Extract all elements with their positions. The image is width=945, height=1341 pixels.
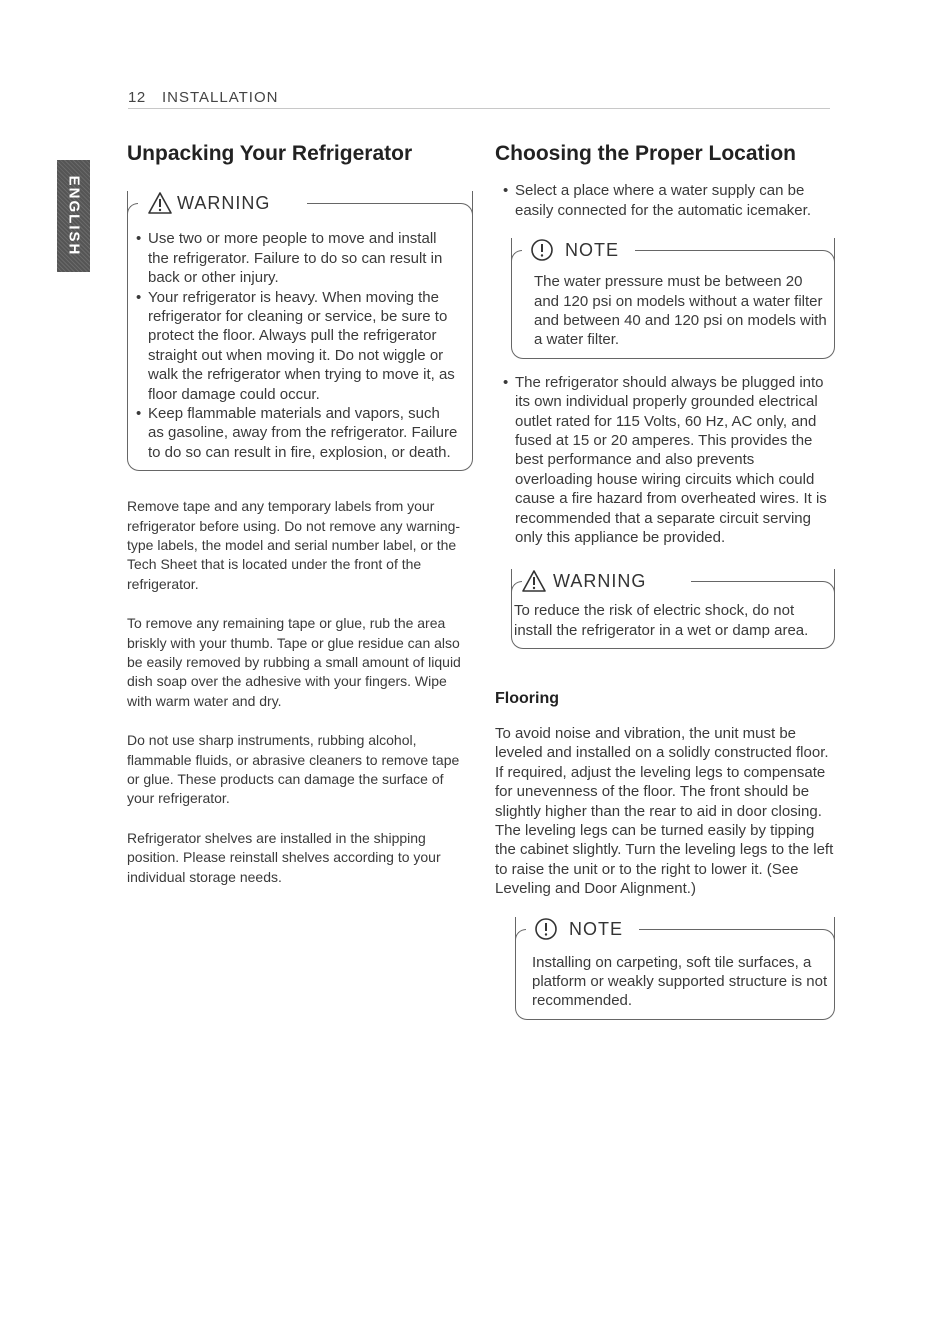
page-header xyxy=(128,88,830,109)
warning-text: To reduce the risk of electric shock, do not install the refrigerator in a wet or damp area. xyxy=(514,602,809,639)
location-title: Choosing the Proper Location xyxy=(495,142,797,165)
page-number: 12 xyxy=(128,89,146,106)
note-text: Installing on carpeting, soft tile surfaces, a platform or weakly supported structure is not recommended. xyxy=(532,953,828,1010)
right-column xyxy=(495,140,835,1020)
flooring-title: Flooring xyxy=(495,690,559,708)
paragraph: Remove tape and any temporary labels from your refrigerator before using. Do not remove any warning-type labels, the model and serial number label, or the Tech Sheet that is located under the front of the refrigerator. xyxy=(127,498,461,592)
warning-triangle-icon xyxy=(521,569,547,593)
warning-box xyxy=(127,191,473,471)
paragraph: Refrigerator shelves are installed in the shipping position. Please reinstall shelves according to your individual storage needs. xyxy=(127,829,441,885)
warning-item: • Keep flammable materials and vapors, such as gasoline, away from the refrigerator. Failure to do so can result in fire, explosion, or death. xyxy=(148,404,458,462)
note-info-icon xyxy=(529,238,555,262)
location-bullet: • The refrigerator should always be plugged into its own individual properly grounded electrical outlet rated for 115 Volts, 60 Hz, AC only, and fused at 15 or 20 amperes. This provides the best performance and also prevents overloading house wiring circuits which could cause a fire hazard from overheated wires. It is recommended that a separate circuit serving only this appliance be provided. xyxy=(515,373,835,548)
note-box xyxy=(511,238,835,359)
warning-item: • Your refrigerator is heavy. When moving the refrigerator for cleaning or service, be sure to protect the floor. Always pull the refrigerator straight out when moving it. Do not wiggle or walk the refrigerator when trying to move it, as floor damage could occur. xyxy=(148,288,458,404)
flooring-text: To avoid noise and vibration, the unit must be leveled and installed on a solidly constructed floor. If required, adjust the leveling legs to compensate for unevenness of the floor. The front should be slightly higher than the rear to aid in door closing. The leveling legs can be turned easily by tipping the cabinet slightly. Turn the leveling legs to the left to raise the unit or to the right to lower it. (See Leveling and Door Alignment.) xyxy=(495,725,834,898)
warning-box xyxy=(511,569,835,649)
language-tab xyxy=(57,160,90,272)
section-label: INSTALLATION xyxy=(162,89,279,106)
note-info-icon xyxy=(533,917,559,941)
left-column xyxy=(127,140,472,887)
location-bullet: • Select a place where a water supply can be easily connected for the automatic icemaker. xyxy=(515,181,835,220)
paragraph: To remove any remaining tape or glue, rub the area briskly with your thumb. Tape or glue residue can also be easily removed by rubbing a small amount of liquid dish soap over the adhesive with your fingers. Wipe with warm water and dry. xyxy=(127,615,461,709)
paragraph: Do not use sharp instruments, rubbing alcohol, flammable fluids, or abrasive cleaners to remove tape or glue. These products can damage the surface of your refrigerator. xyxy=(127,732,460,807)
warning-item: • Use two or more people to move and install the refrigerator. Failure to do so can result in back or other injury. xyxy=(148,229,458,287)
note-text: The water pressure must be between 20 and 120 psi on models without a water filter and between 40 and 120 psi on models with a water filter. xyxy=(534,273,827,349)
warning-title: WARNING xyxy=(553,571,647,592)
language-tab-label: ENGLISH xyxy=(65,175,82,257)
note-title: NOTE xyxy=(569,918,624,939)
warning-triangle-icon xyxy=(147,191,173,215)
warning-title: WARNING xyxy=(177,193,271,214)
unpacking-title: Unpacking Your Refrigerator xyxy=(127,142,413,165)
note-box xyxy=(515,917,835,1020)
note-title: NOTE xyxy=(565,240,620,261)
